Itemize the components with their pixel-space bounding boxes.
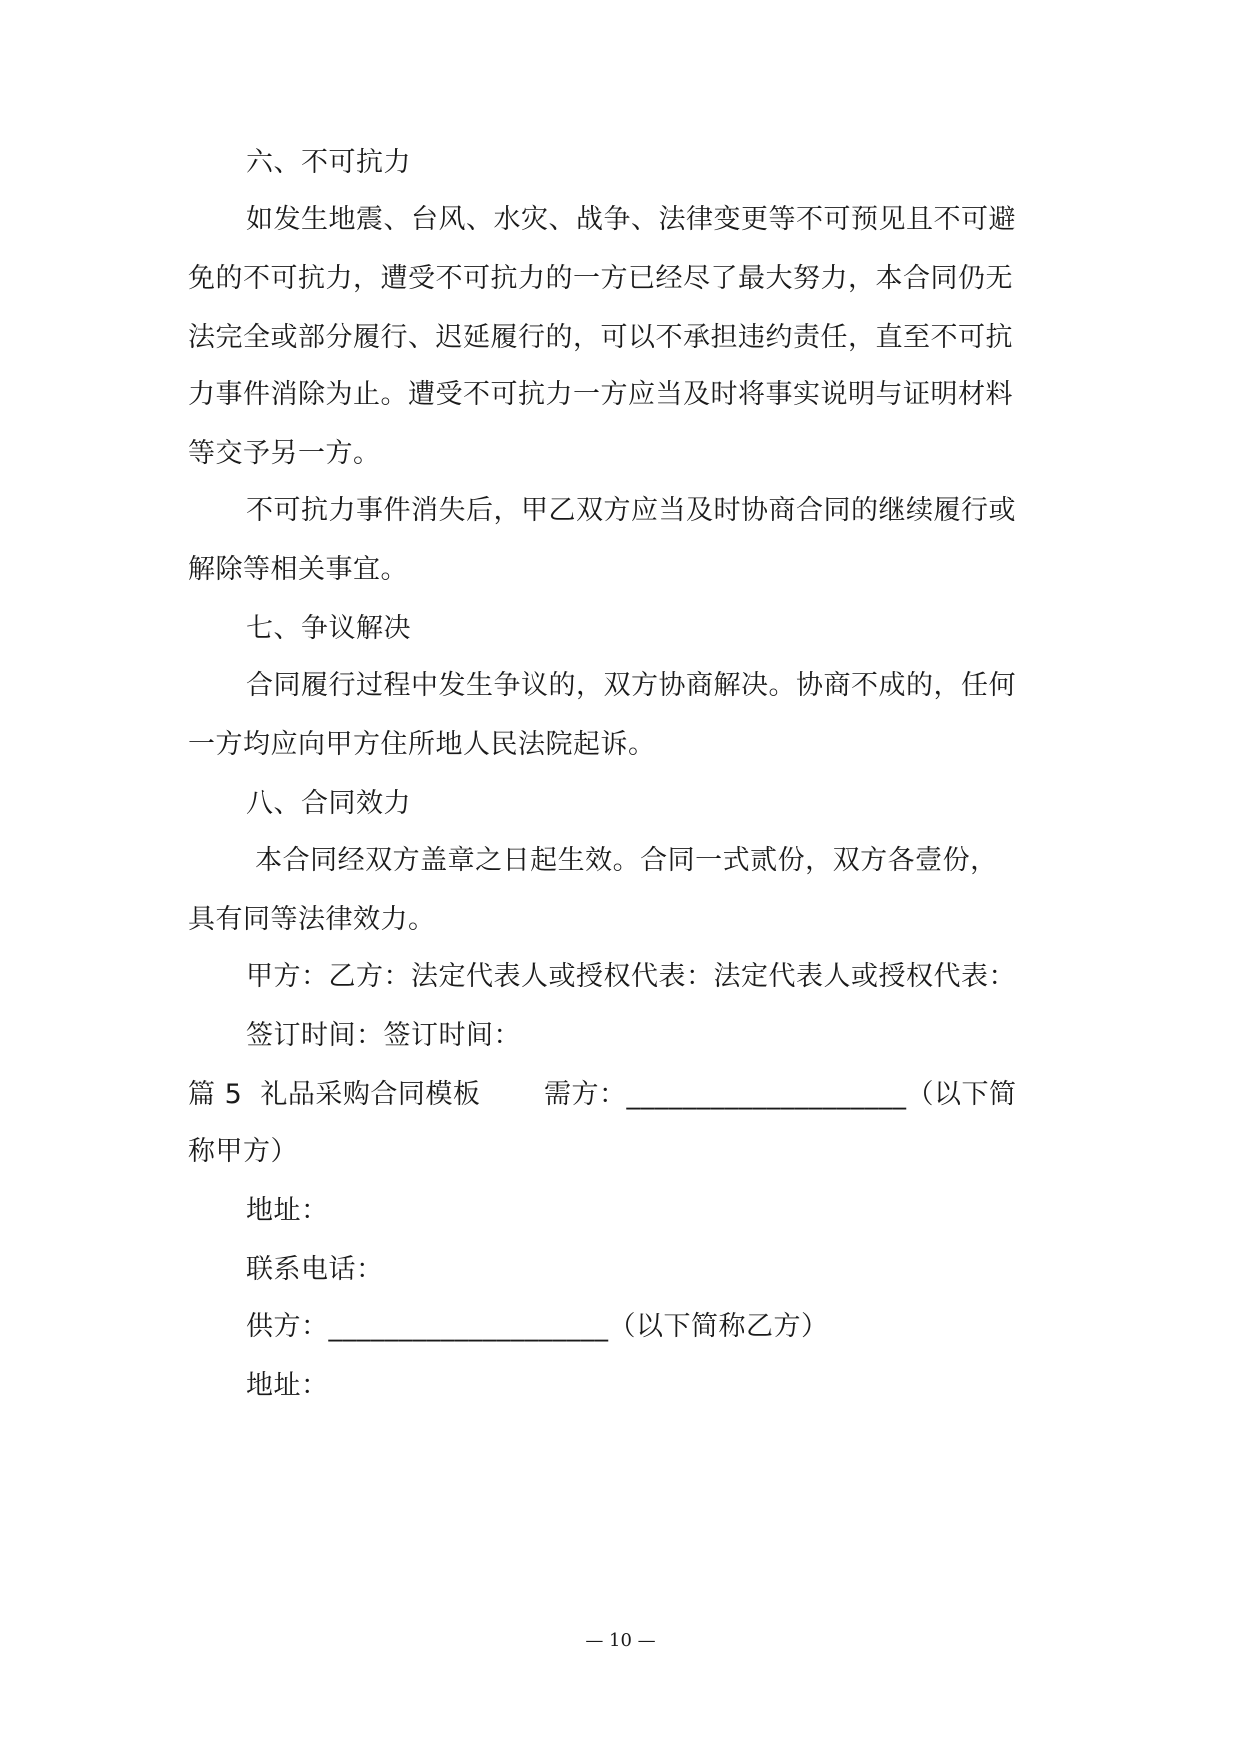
article-5-title-line: 篇 5 礼品采购合同模板 需方：____________________（以下简 <box>188 1079 1017 1110</box>
address-field-label: 地址： <box>246 1195 329 1226</box>
supplier-line: 供方：____________________（以下简称乙方） <box>246 1311 829 1342</box>
paragraph-line: 一方均应向甲方住所地人民法院起诉。 <box>188 729 656 760</box>
section-heading-contract-validity: 八、合同效力 <box>246 788 411 819</box>
paragraph-line: 法完全或部分履行、迟延履行的，可以不承担违约责任，直至不可抗 <box>188 322 1013 353</box>
address-field-label: 地址： <box>246 1370 329 1401</box>
paragraph-line: 等交予另一方。 <box>188 438 381 469</box>
signature-line: 甲方：乙方：法定代表人或授权代表：法定代表人或授权代表： <box>246 961 1016 992</box>
section-heading-dispute-resolution: 七、争议解决 <box>246 613 411 644</box>
paragraph-line: 如发生地震、台风、水灾、战争、法律变更等不可预见且不可避 <box>246 204 1016 235</box>
signing-date-line: 签订时间：签订时间： <box>246 1020 521 1051</box>
paragraph-line: 称甲方） <box>188 1136 298 1167</box>
paragraph-line: 力事件消除为止。遭受不可抗力一方应当及时将事实说明与证明材料 <box>188 379 1013 410</box>
phone-field-label: 联系电话： <box>246 1254 384 1285</box>
paragraph-line: 免的不可抗力，遭受不可抗力的一方已经尽了最大努力，本合同仍无 <box>188 263 1013 294</box>
paragraph-line: 不可抗力事件消失后，甲乙双方应当及时协商合同的继续履行或 <box>246 495 1016 526</box>
section-heading-force-majeure: 六、不可抗力 <box>246 147 411 178</box>
paragraph-line: 合同履行过程中发生争议的，双方协商解决。协商不成的，任何 <box>246 670 1016 701</box>
paragraph-line: 具有同等法律效力。 <box>188 904 436 935</box>
page-number: — 10 — <box>585 1630 656 1651</box>
paragraph-line: 解除等相关事宜。 <box>188 554 408 585</box>
paragraph-line: 本合同经双方盖章之日起生效。合同一式贰份，双方各壹份， <box>246 845 998 876</box>
